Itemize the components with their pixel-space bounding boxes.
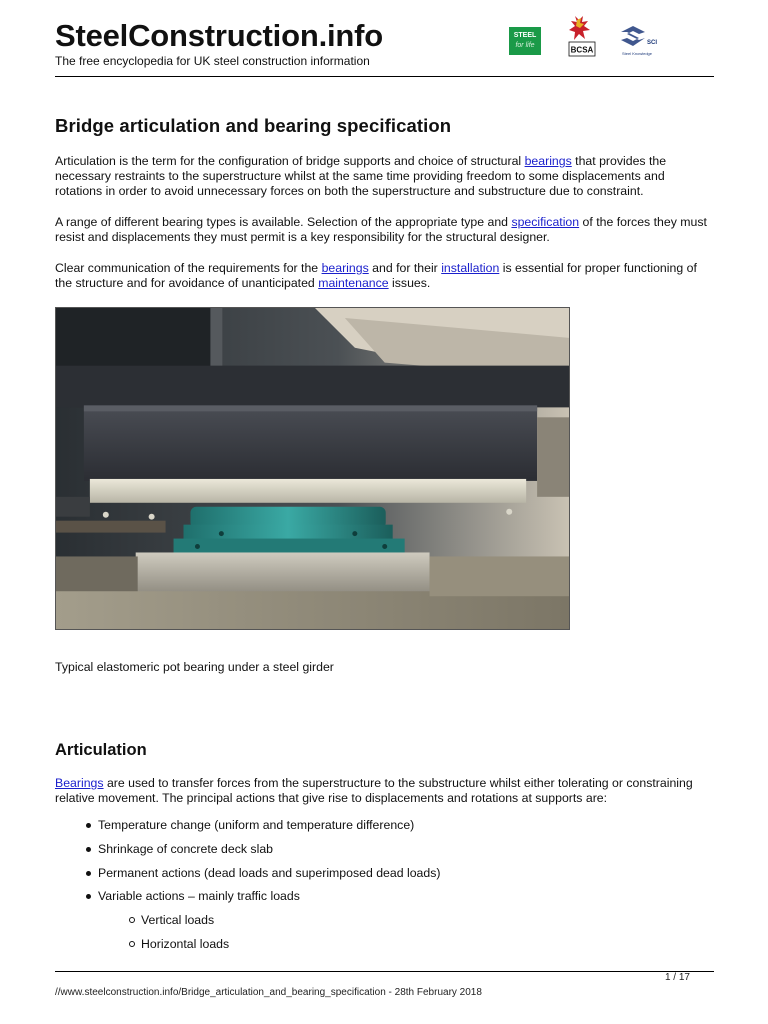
page-header: [55, 14, 714, 77]
bullet-icon: [86, 871, 91, 876]
list-item-label: Temperature change (uniform and temperature difference): [98, 818, 415, 832]
para2-text-1: A range of different bearing types is available. Selection of the appropriate type and: [55, 215, 512, 229]
steel-logo-line2: for life: [515, 42, 535, 49]
para3-text-1: Clear communication of the requirements for the: [55, 261, 322, 275]
list-item: [55, 818, 695, 842]
actions-list: [55, 818, 695, 961]
list-item-label: Variable actions – mainly traffic loads: [98, 889, 300, 904]
para3-text-2: and for their: [368, 261, 442, 275]
para1-text-2: that provides the necessary restraints to the superstructure whilst at the same time providing freedom to some displacements and rotations in order to avoid unnecessary forces on both the superstructure and substructure due to constraint.: [55, 154, 667, 199]
bearing-photo[interactable]: [55, 307, 570, 630]
bullet-icon: [86, 823, 91, 828]
list-item-label: Permanent actions (dead loads and superimposed dead loads): [98, 865, 441, 880]
steel-for-life-logo[interactable]: [509, 27, 541, 55]
articulation-paragraph: [55, 776, 714, 806]
footer-url[interactable]: //www.steelconstruction.info/Bridge_articulation_and_bearing_specification - 28th February 2018: [55, 987, 482, 998]
sub-list-item-label: Vertical loads: [141, 913, 215, 928]
sub-list-item-label: Horizontal loads: [141, 936, 230, 951]
intro-paragraph-3: [55, 261, 714, 291]
list-item: [55, 866, 695, 890]
list-item: [55, 889, 695, 913]
article-body: [55, 115, 714, 951]
para3-text-3: is essential for proper functioning of the structure and for avoidance of unanticipated: [55, 261, 697, 291]
page-number: 1 / 17: [664, 972, 690, 983]
link-specification[interactable]: specification: [511, 215, 580, 229]
para3-text-4: issues.: [388, 276, 431, 291]
bullet-icon: [86, 847, 91, 852]
circle-bullet-icon: [129, 941, 135, 947]
bullet-icon: [86, 894, 91, 899]
sci-logo[interactable]: [617, 24, 657, 60]
list-item: [55, 842, 695, 866]
list-item-label: Shrinkage of concrete deck slab: [98, 841, 273, 856]
sub-list-item: [55, 913, 695, 937]
intro-paragraph-2: [55, 215, 714, 245]
link-installation[interactable]: installation: [441, 261, 500, 275]
link-bearings[interactable]: bearings: [524, 154, 572, 168]
section-heading-articulation: Articulation: [55, 741, 147, 759]
article-title: Bridge articulation and bearing specification: [55, 115, 452, 136]
link-maintenance[interactable]: maintenance: [318, 276, 389, 291]
bcsa-logo-text: BCSA: [570, 45, 594, 55]
link-bearings-3[interactable]: Bearings: [55, 776, 104, 790]
para4-text-1: are used to transfer forces from the superstructure to the substructure whilst either tolerating or constraining relative movement. The principal actions that give rise to displacements and rotations at supports are:: [55, 776, 693, 806]
partner-logos: [509, 14, 714, 60]
intro-paragraph-1: [55, 154, 714, 200]
sub-list-item: [55, 937, 695, 961]
site-tagline: The free encyclopedia for UK steel construction information: [55, 54, 370, 68]
link-bearings-2[interactable]: bearings: [321, 261, 369, 275]
site-title[interactable]: SteelConstruction.info: [55, 18, 383, 53]
sci-logo-mark: SCI: [647, 40, 657, 46]
steel-logo-line1: STEEL: [513, 32, 537, 39]
circle-bullet-icon: [129, 917, 135, 923]
figure-caption: Typical elastomeric pot bearing under a steel girder: [55, 660, 334, 674]
para2-text-2: of the forces they must resist and displacements they must permit is a key responsibility for the structural designer.: [55, 215, 707, 245]
para1-text-1: Articulation is the term for the configuration of bridge supports and choice of structural: [55, 154, 525, 168]
bcsa-logo[interactable]: [566, 14, 598, 58]
sci-logo-subtitle: Steel Knowledge: [621, 51, 653, 56]
